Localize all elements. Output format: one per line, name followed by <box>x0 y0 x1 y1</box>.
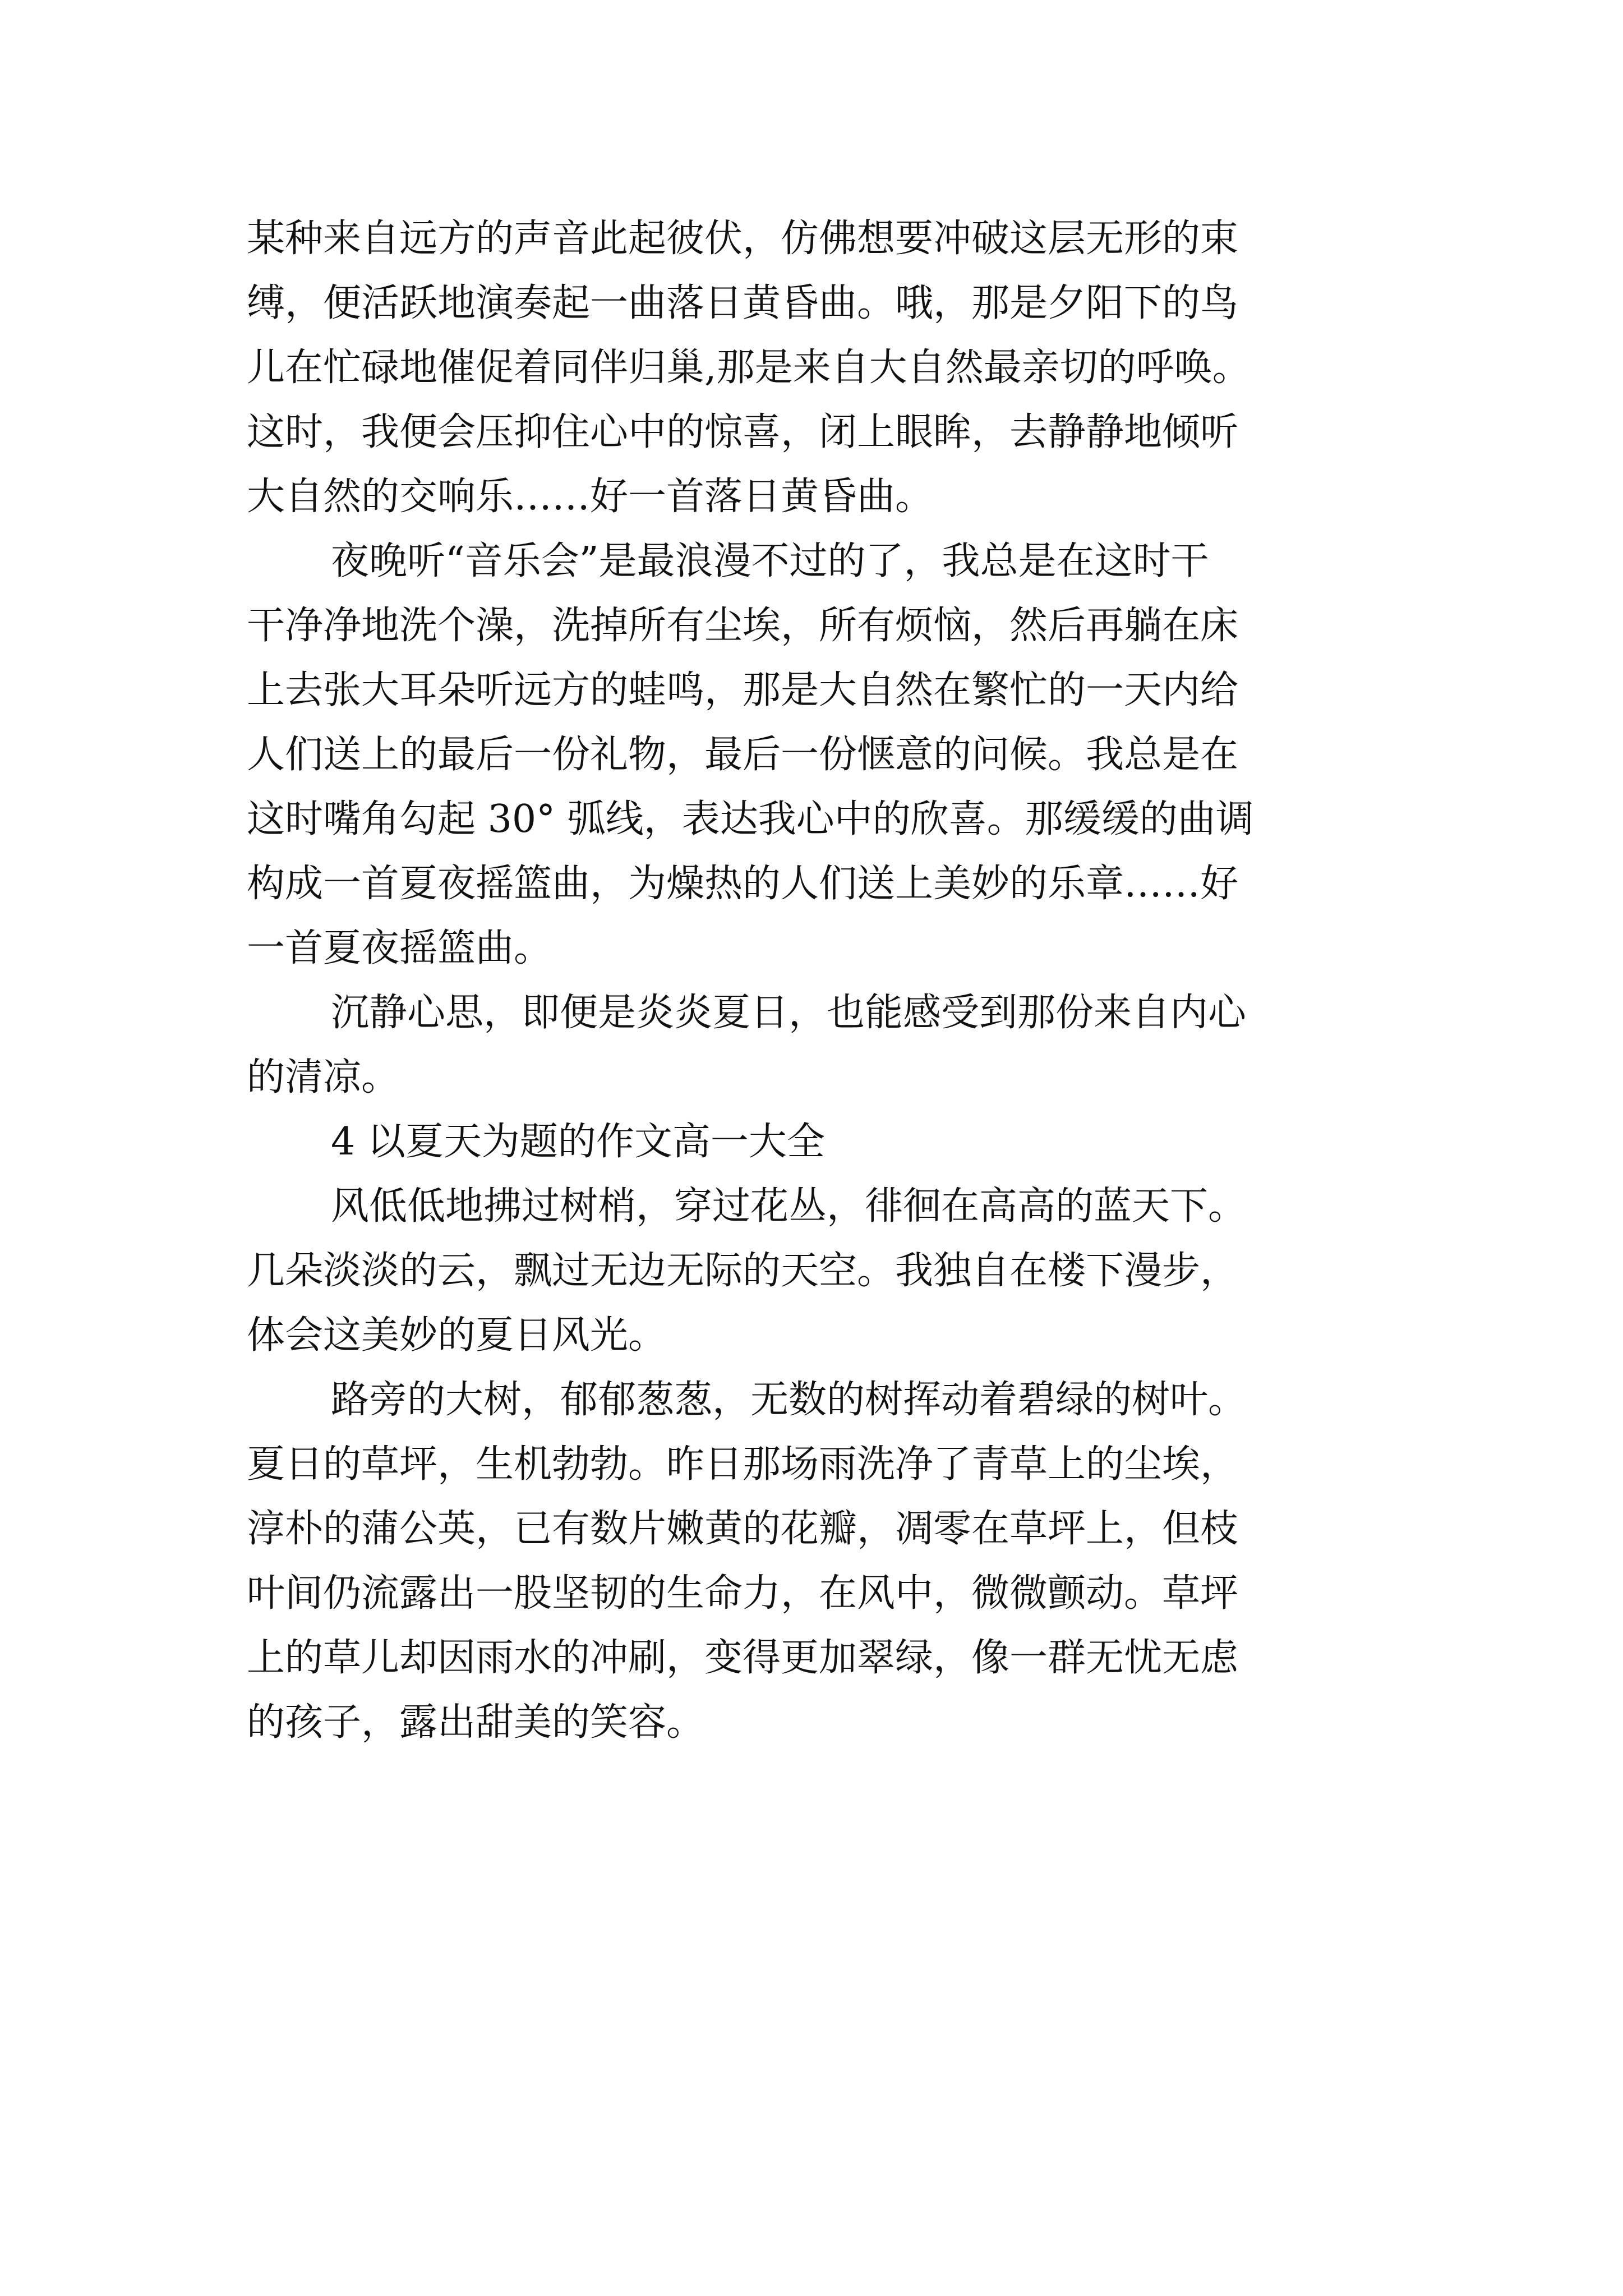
paragraph-wind <box>247 1174 1436 1368</box>
text-line: 夏日的草坪，生机勃勃。昨日那场雨洗净了青草上的尘埃， <box>247 1442 1239 1487</box>
text-line: 一首夏夜摇篮曲。 <box>247 926 552 970</box>
text-line: 体会这美妙的夏日风光。 <box>247 1313 667 1358</box>
text-line: 风低低地拂过树梢，穿过花丛，徘徊在高高的蓝天下。 <box>331 1184 1247 1228</box>
text-line: 某种来自远方的声音此起彼伏，仿佛想要冲破这层无形的束 <box>247 217 1239 261</box>
section-title: 4 以夏天为题的作文高一大全 <box>331 1120 825 1164</box>
text-line: 人们送上的最后一份礼物，最后一份惬意的问候。我总是在 <box>247 733 1239 777</box>
text-line: 上的草儿却因雨水的冲刷，变得更加翠绿，像一群无忧无虑 <box>247 1636 1239 1680</box>
text-line: 缚，便活跃地演奏起一曲落日黄昏曲。哦，那是夕阳下的鸟 <box>247 281 1239 325</box>
paragraph-night-concert <box>247 529 1436 981</box>
text-line: 沉静心思，即便是炎炎夏日，也能感受到那份来自内心 <box>331 991 1247 1035</box>
text-line: 大自然的交响乐……好一首落日黄昏曲。 <box>247 475 934 519</box>
text-line: 几朵淡淡的云，飘过无边无际的天空。我独自在楼下漫步， <box>247 1249 1239 1293</box>
paragraph-calm-mind <box>247 981 1436 1110</box>
paragraph-continuation <box>247 206 1436 529</box>
text-line: 干净净地洗个澡，洗掉所有尘埃，所有烦恼，然后再躺在床 <box>247 604 1239 648</box>
text-line: 的孩子，露出甜美的笑容。 <box>247 1700 705 1745</box>
text-line: 夜晚听“音乐会”是最浪漫不过的了，我总是在这时干 <box>331 539 1209 583</box>
text-line: 构成一首夏夜摇篮曲，为燥热的人们送上美妙的乐章……好 <box>247 862 1239 906</box>
text-line: 上去张大耳朵听远方的蛙鸣，那是大自然在繁忙的一天内给 <box>247 668 1239 712</box>
text-line: 叶间仍流露出一股坚韧的生命力，在风中，微微颤动。草坪 <box>247 1571 1239 1616</box>
text-line: 这时，我便会压抑住心中的惊喜，闭上眼眸，去静静地倾听 <box>247 410 1239 454</box>
text-line: 淳朴的蒲公英，已有数片嫩黄的花瓣，凋零在草坪上，但枝 <box>247 1507 1239 1551</box>
text-line: 这时嘴角勾起 30° 弧线，表达我心中的欣喜。那缓缓的曲调 <box>247 797 1254 841</box>
text-line: 的清凉。 <box>247 1055 400 1099</box>
section-heading <box>247 1110 1436 1174</box>
document-body <box>247 206 1436 1755</box>
text-line: 儿在忙碌地催促着同伴归巢,那是来自大自然最亲切的呼唤。 <box>247 346 1251 390</box>
text-line: 路旁的大树，郁郁葱葱，无数的树挥动着碧绿的树叶。 <box>331 1378 1247 1422</box>
paragraph-roadside-trees <box>247 1368 1436 1755</box>
